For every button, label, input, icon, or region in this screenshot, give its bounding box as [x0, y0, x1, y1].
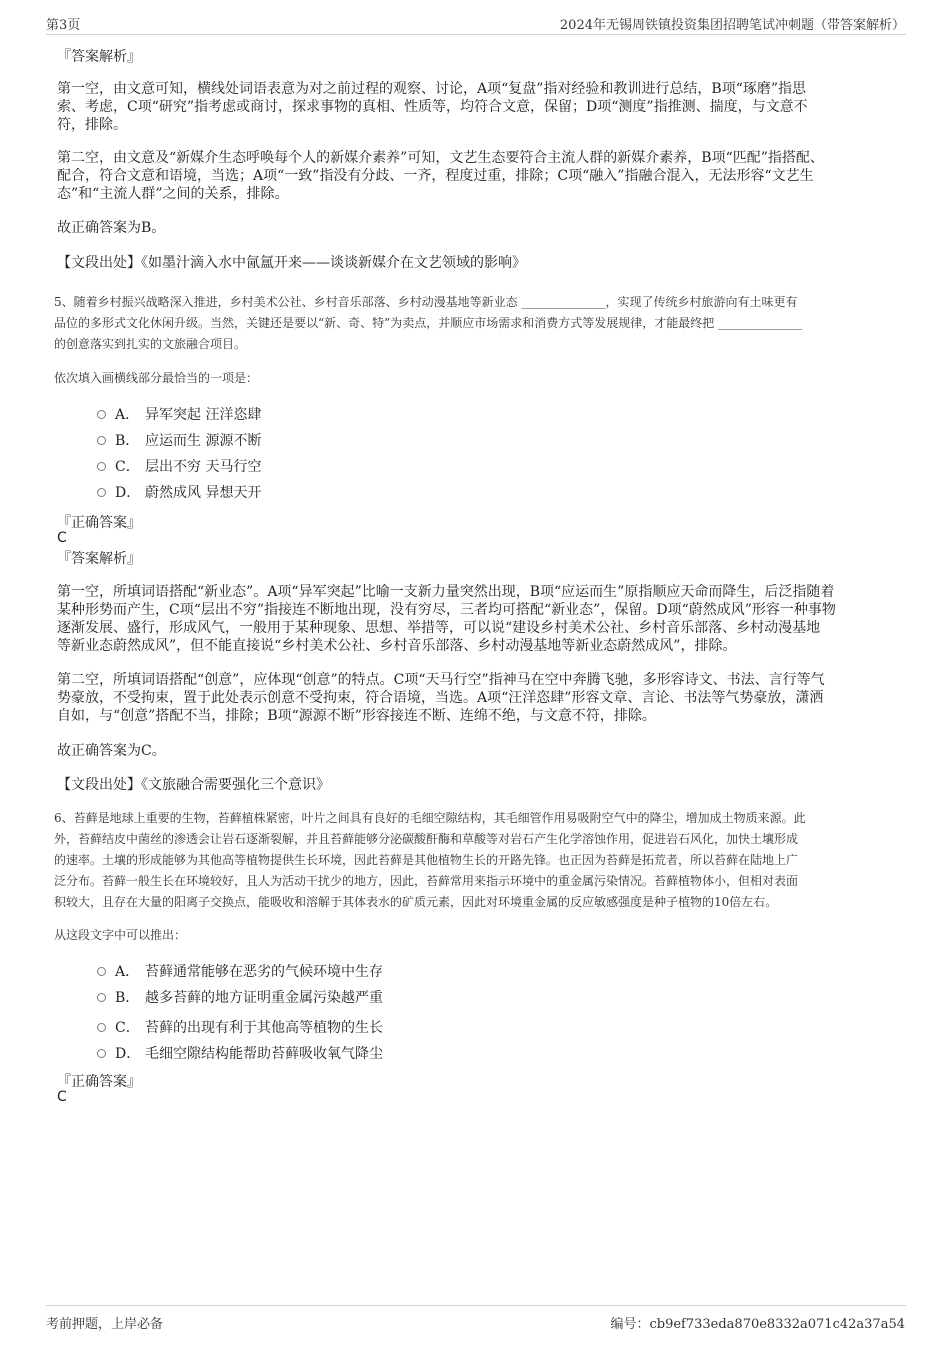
analysis-para1-line3: 逐渐发展、盛行，形成风气，一般用于某种现象、思想、举措等，可以说“建设乡村美术公社、乡村音乐部落、乡村动漫基地: [57, 620, 821, 636]
option-d-text[interactable]: 毛细空隙结构能帮助苔藓吸收氧气降尘: [145, 1046, 383, 1062]
analysis-para1-line2: 索、考虑，C项“研究”指考虑或商讨，探求事物的真相、性质等，均符合文意，保留；D项“测度”指推测、揣度，与文意不: [57, 99, 808, 115]
analysis-para2-line3: 态”和“主流人群”之间的关系，排除。: [57, 186, 289, 202]
option-c-radio[interactable]: [97, 1023, 106, 1032]
source-citation: 【文段出处】《如墨汁滴入水中氤氲开来——谈谈新媒介在文艺领域的影响》: [57, 255, 526, 271]
correct-answer-label: 『正确答案』: [57, 1074, 141, 1090]
source-citation: 【文段出处】《文旅融合需要强化三个意识》: [57, 777, 330, 793]
option-a-text[interactable]: 苔藓通常能够在恶劣的气候环境中生存: [145, 964, 383, 980]
conclusion: 故正确答案为C。: [57, 743, 166, 759]
option-d-letter: D．: [115, 1046, 141, 1062]
question-6-prompt: 从这段文字中可以推出：: [54, 928, 187, 942]
analysis-para2-line2: 配合，符合文意和语境，当选；A项“一致”指没有分歧、一齐，程度过重，排除；C项“融入”指融合混入，无法形容“文艺生: [57, 168, 814, 184]
option-c-text[interactable]: 苔藓的出现有利于其他高等植物的生长: [145, 1020, 383, 1036]
analysis-para2-line1: 第二空，所填词语搭配“创意”，应体现“创意”的特点。C项“天马行空”指神马在空中奔腾飞驰，多形容诗文、书法、言行等气: [57, 672, 825, 688]
document-id: 编号：cb9ef733eda870e8332a071c42a37a54: [610, 1317, 905, 1332]
option-c-letter: C．: [115, 459, 140, 475]
analysis-para2-line2: 势豪放，不受拘束，置于此处表示创意不受拘束，符合语境，当选。A项“汪洋恣肆”形容文章、言论、书法等气势豪放，潇洒: [57, 690, 824, 706]
analysis-para2-line1: 第二空，由文意及“新媒介生态呼唤每个人的新媒介素养”可知，文艺生态要符合主流人群的新媒介素养，B项“匹配”指搭配、: [57, 150, 824, 166]
option-b-radio[interactable]: [97, 436, 106, 445]
option-b-text[interactable]: 应运而生 源源不断: [145, 433, 262, 449]
question-5-stem-line1: 5、随着乡村振兴战略深入推进，乡村美术公社、乡村音乐部落、乡村动漫基地等新业态 ______________，实现了传统乡村旅游向有土味更有: [54, 295, 798, 309]
option-c-letter: C．: [115, 1020, 140, 1036]
analysis-label: 『答案解析』: [57, 551, 141, 567]
option-a-text[interactable]: 异军突起 汪洋恣肆: [145, 407, 262, 423]
option-b-radio[interactable]: [97, 993, 106, 1002]
question-6-stem-line3: 的速率。土壤的形成能够为其他高等植物提供生长环境，因此苔藓是其他植物生长的开路先锋。也正因为苔藓是拓荒者，所以苔藓在陆地上广: [54, 853, 799, 867]
option-a-radio[interactable]: [97, 410, 106, 419]
option-d-letter: D．: [115, 485, 141, 501]
option-a-letter: A．: [115, 407, 140, 423]
question-5-stem-line3: 的创意落实到扎实的文旅融合项目。: [54, 337, 247, 351]
analysis-para1-line4: 等新业态蔚然成风”，但不能直接说“乡村美术公社、乡村音乐部落、乡村动漫基地等新业态蔚然成风”，排除。: [57, 638, 737, 654]
option-c-text[interactable]: 层出不穷 天马行空: [145, 459, 262, 475]
correct-answer-label: 『正确答案』: [57, 515, 141, 531]
document-title: 2024年无锡周铁镇投资集团招聘笔试冲刺题（带答案解析）: [559, 18, 905, 33]
question-6-stem-line5: 积较大，且存在大量的阳离子交换点，能吸收和溶解于其体表水的矿质元素，因此对环境重金属的反应敏感强度是种子植物的10倍左右。: [54, 895, 778, 909]
question-6-stem-line4: 泛分布。苔藓一般生长在环境较好，且人为活动干扰少的地方，因此，苔藓常用来指示环境中的重金属污染情况。苔藓植物体小，但相对表面: [54, 874, 799, 888]
analysis-para2-line3: 自如，与“创意”搭配不当，排除；B项“源源不断”形容接连不断、连绵不绝，与文意不符，排除。: [57, 708, 656, 724]
option-c-radio[interactable]: [97, 462, 106, 471]
option-a-letter: A．: [115, 964, 140, 980]
correct-answer-value: C: [57, 1089, 67, 1105]
option-b-text[interactable]: 越多苔藓的地方证明重金属污染越严重: [145, 990, 383, 1006]
option-d-text[interactable]: 蔚然成风 异想天开: [145, 485, 262, 501]
option-d-radio[interactable]: [97, 1049, 106, 1058]
header-divider: [46, 34, 906, 35]
analysis-para1-line1: 第一空，由文意可知，横线处词语表意为对之前过程的观察、讨论，A项“复盘”指对经验和教训进行总结，B项“琢磨”指思: [57, 81, 807, 97]
page-number: 第3页: [46, 18, 81, 33]
footer-divider: [46, 1305, 906, 1306]
analysis-para1-line2: 某种形势而产生，C项“层出不穷”指接连不断地出现，没有穷尽，三者均可搭配“新业态”，保留。D项“蔚然成风”形容一种事物: [57, 602, 836, 618]
analysis-label: 『答案解析』: [57, 49, 141, 65]
correct-answer-value: C: [57, 530, 67, 546]
conclusion: 故正确答案为B。: [57, 220, 166, 236]
question-5-prompt: 依次填入画横线部分最恰当的一项是：: [54, 371, 259, 385]
option-d-radio[interactable]: [97, 488, 106, 497]
question-5-stem-line2: 品位的多形式文化休闲升级。当然，关键还是要以“新、奇、特”为卖点，并顺应市场需求和消费方式等发展规律，才能最终把 ______________: [54, 316, 803, 330]
analysis-para1-line3: 符，排除。: [57, 117, 127, 133]
option-b-letter: B．: [115, 433, 140, 449]
footer-slogan: 考前押题，上岸必备: [46, 1317, 164, 1332]
option-b-letter: B．: [115, 990, 140, 1006]
question-6-stem-line2: 外，苔藓结皮中菌丝的渗透会让岩石逐渐裂解，并且苔藓能够分泌碳酸酐酶和草酸等对岩石产生化学溶蚀作用，促进岩石风化，加快土壤形成: [54, 832, 799, 846]
option-a-radio[interactable]: [97, 967, 106, 976]
question-6-stem-line1: 6、苔藓是地球上重要的生物，苔藓植株紧密，叶片之间具有良好的毛细空隙结构，其毛细管作用易吸附空气中的降尘，增加成土物质来源。此: [54, 811, 806, 825]
analysis-para1-line1: 第一空，所填词语搭配“新业态”。A项“异军突起”比喻一支新力量突然出现，B项“应运而生”原指顺应天命而降生，后泛指随着: [57, 584, 835, 600]
